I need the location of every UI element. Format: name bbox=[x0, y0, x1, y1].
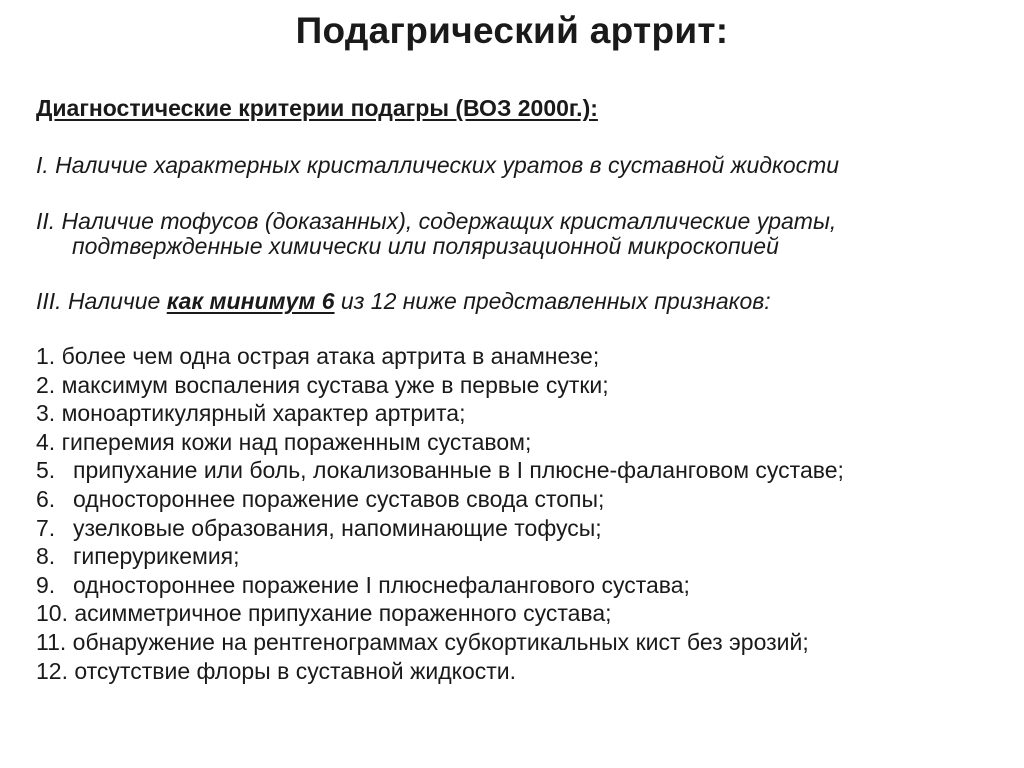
sign-item bbox=[36, 628, 844, 657]
sign-text: гиперурикемия; bbox=[73, 543, 240, 570]
sign-item bbox=[36, 657, 844, 686]
sign-text: асимметричное припухание пораженного сустава; bbox=[67, 600, 612, 627]
criterion-1: I. Наличие характерных кристаллических уратов в суставной жидкости bbox=[36, 152, 840, 178]
sign-item bbox=[36, 456, 844, 485]
sign-text: узелковые образования, напоминающие тофусы; bbox=[73, 514, 602, 541]
sign-number: 4. bbox=[36, 428, 56, 455]
sign-text: более чем одна острая атака артрита в анамнезе; bbox=[55, 343, 600, 369]
sign-number: 2. bbox=[36, 371, 56, 398]
criterion-3-suffix: из 12 ниже представленных признаков: bbox=[334, 288, 771, 314]
sign-item bbox=[36, 342, 844, 371]
sign-number: 12. bbox=[36, 657, 68, 684]
sign-text: гиперемия кожи над пораженным суставом; bbox=[55, 428, 532, 455]
sign-item bbox=[36, 485, 844, 514]
sign-text: обнаружение на рентгенограммах субкортикальных кист без эрозий; bbox=[66, 628, 809, 655]
criterion-3 bbox=[36, 288, 771, 315]
sign-item bbox=[36, 599, 844, 628]
sign-number: 7. bbox=[36, 514, 56, 541]
sign-item bbox=[36, 428, 844, 457]
sign-number: 1. bbox=[36, 343, 56, 369]
criterion-2-line-2: подтвержденные химически или поляризационной микроскопией bbox=[72, 233, 779, 259]
sign-item bbox=[36, 542, 844, 571]
sign-item bbox=[36, 399, 844, 428]
sign-text: моноартикулярный характер артрита; bbox=[55, 400, 466, 427]
sign-number: 9. bbox=[36, 571, 56, 598]
sign-text: максимум воспаления сустава уже в первые сутки; bbox=[55, 371, 609, 398]
sign-number: 6. bbox=[36, 485, 56, 512]
sign-number: 11. bbox=[36, 628, 67, 655]
sign-number: 8. bbox=[36, 543, 56, 570]
slide-title: Подагрический артрит: bbox=[295, 10, 729, 51]
signs-list bbox=[36, 342, 844, 685]
criterion-2 bbox=[36, 208, 836, 257]
sign-text: припухание или боль, локализованные в I плюсне-фаланговом суставе; bbox=[73, 457, 844, 484]
sign-item bbox=[36, 371, 844, 400]
criterion-2-line-1: II. Наличие тофусов (доказанных), содержащих кристаллические ураты, bbox=[36, 208, 837, 234]
sign-item bbox=[36, 571, 844, 600]
criterion-3-emphasis: как минимум 6 bbox=[166, 288, 335, 314]
slide-subtitle: Диагностические критерии подагры (ВОЗ 2000г.): bbox=[36, 95, 598, 121]
sign-text: одностороннее поражение суставов свода стопы; bbox=[73, 485, 605, 512]
sign-number: 3. bbox=[36, 400, 56, 427]
sign-text: одностороннее поражение I плюснефалангового сустава; bbox=[73, 571, 690, 598]
sign-number: 5. bbox=[36, 457, 56, 484]
sign-text: отсутствие флоры в суставной жидкости. bbox=[67, 657, 517, 684]
criterion-3-prefix: III. Наличие bbox=[36, 288, 167, 314]
sign-item bbox=[36, 514, 844, 543]
sign-number: 10. bbox=[36, 600, 68, 627]
